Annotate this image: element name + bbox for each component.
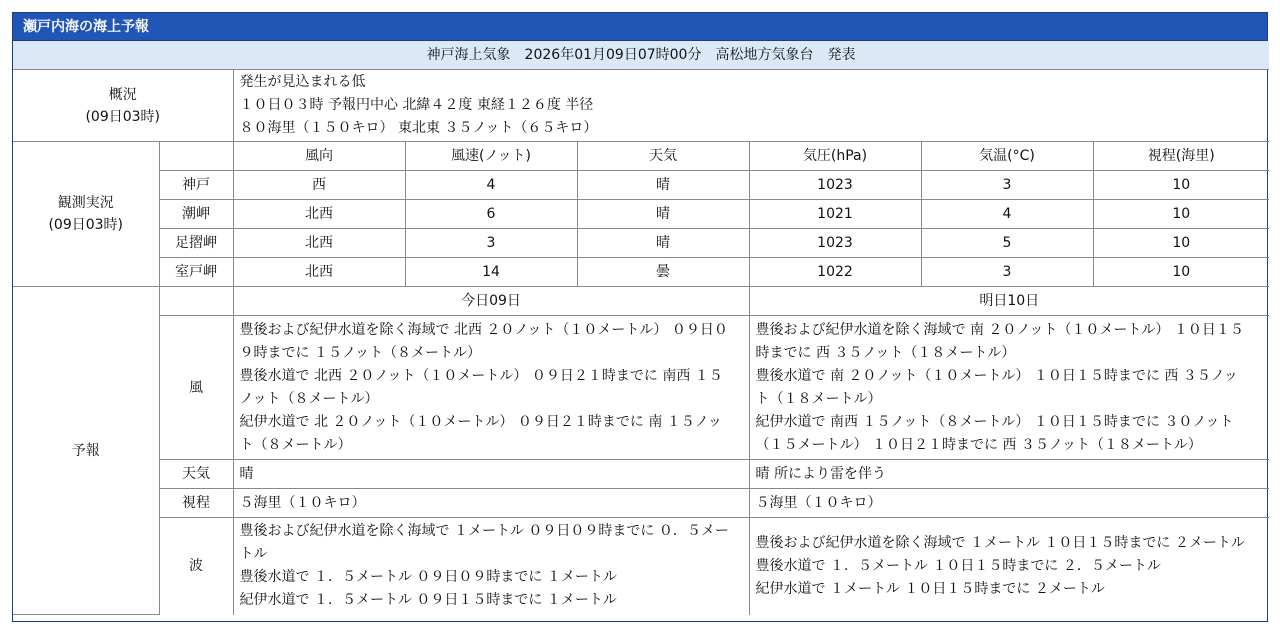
obs-cell: 1022: [749, 258, 921, 287]
wave-line: 紀伊水道で １．５メートル ０９日１５時までに １メートル: [239, 592, 617, 609]
obs-row-shionomisaki: [13, 200, 1269, 229]
obs-cell: 北西: [233, 200, 405, 229]
obs-col-wind-speed: 風速(ノット): [405, 142, 577, 171]
wind-line: 時までに 西 ３５ノット（１８メートル）: [755, 344, 1016, 361]
forecast-wind-today: [233, 316, 749, 460]
wave-line: トル: [239, 546, 268, 563]
obs-cell: 北西: [233, 258, 405, 287]
obs-cell: 晴: [577, 229, 749, 258]
obs-cell: 10: [1093, 229, 1269, 258]
wave-line: 紀伊水道で １メートル １０日１５時までに ２メートル: [755, 580, 1105, 597]
obs-header-row: [13, 142, 1269, 171]
wave-line: 豊後水道で １．５メートル １０日１５時までに ２．５メートル: [755, 557, 1161, 574]
forecast-table: [13, 41, 1269, 615]
obs-label: [13, 142, 159, 287]
obs-cell: 1021: [749, 200, 921, 229]
forecast-today-header: 今日09日: [233, 287, 749, 316]
forecast-weather-today: 晴: [233, 460, 749, 489]
wind-line: 豊後および紀伊水道を除く海域で 北西 ２０ノット（１０メートル） ０９日０: [239, 321, 728, 338]
forecast-waves-label: 波: [159, 518, 233, 615]
issue-line: 神戸海上気象 2026年01月09日07時00分 高松地方気象台 発表: [13, 41, 1269, 70]
wind-line: 豊後および紀伊水道を除く海域で 南 ２０ノット（１０メートル） １０日１５: [755, 321, 1244, 338]
obs-cell: 晴: [577, 200, 749, 229]
obs-cell: 14: [405, 258, 577, 287]
forecast-wind-row: [13, 316, 1269, 460]
obs-cell: 1023: [749, 229, 921, 258]
forecast-wind-label: 風: [159, 316, 233, 460]
obs-cell: 西: [233, 171, 405, 200]
forecast-weather-label: 天気: [159, 460, 233, 489]
obs-station: 神戸: [159, 171, 233, 200]
obs-row-kobe: [13, 171, 1269, 200]
gaikyo-label-time: (09日03時): [85, 108, 161, 125]
obs-cell: 3: [921, 171, 1093, 200]
wind-line: 豊後水道で 北西 ２０ノット（１０メートル） ０９日２１時までに 南西 １５: [239, 367, 723, 384]
obs-station-header: [159, 142, 233, 171]
forecast-tomorrow-header: 明日10日: [749, 287, 1269, 316]
wave-line: 豊後および紀伊水道を除く海域で １メートル １０日１５時までに ２メートル: [755, 534, 1245, 551]
obs-row-ashizurimisaki: [13, 229, 1269, 258]
obs-col-visibility: 視程(海里): [1093, 142, 1269, 171]
obs-col-wind-dir: 風向: [233, 142, 405, 171]
obs-cell: 4: [921, 200, 1093, 229]
obs-station: 室戸岬: [159, 258, 233, 287]
obs-station: 潮岬: [159, 200, 233, 229]
obs-cell: 6: [405, 200, 577, 229]
obs-cell: 3: [921, 258, 1093, 287]
forecast-wind-tomorrow: [749, 316, 1269, 460]
gaikyo-line: 発生が見込まれる低: [239, 74, 366, 90]
gaikyo-line: １０日０３時 予報円中心 北緯４２度 東経１２６度 半径: [239, 97, 594, 113]
gaikyo-row: [13, 70, 1269, 142]
obs-cell: 3: [405, 229, 577, 258]
wind-line: ノット（８メートル）: [239, 390, 379, 407]
wind-line: 豊後水道で 南 ２０ノット（１０メートル） １０日１５時までに 西 ３５ノッ: [755, 367, 1238, 384]
forecast-visibility-today: ５海里（１０キロ）: [233, 489, 749, 518]
wind-line: ト（１８メートル）: [755, 390, 882, 407]
wind-line: ト（８メートル）: [239, 436, 352, 453]
gaikyo-label: [13, 70, 233, 142]
forecast-waves-tomorrow: [749, 518, 1269, 615]
obs-row-murotomisaki: [13, 258, 1269, 287]
forecast-waves-row: [13, 518, 1269, 615]
obs-col-weather: 天気: [577, 142, 749, 171]
wind-line: 紀伊水道で 北 ２０ノット（１０メートル） ０９日２１時までに 南 １５ノッ: [239, 413, 722, 430]
obs-cell: 5: [921, 229, 1093, 258]
wind-line: ９時までに １５ノット（８メートル）: [239, 344, 481, 361]
forecast-visibility-tomorrow: ５海里（１０キロ）: [749, 489, 1269, 518]
forecast-weather-row: [13, 460, 1269, 489]
forecast-label: 予報: [13, 287, 159, 615]
marine-forecast-panel: [12, 12, 1268, 622]
issue-row: [13, 41, 1269, 70]
gaikyo-label-title: 概況: [108, 86, 137, 103]
wave-line: 豊後水道で １．５メートル ０９日０９時までに １メートル: [239, 569, 617, 586]
obs-cell: 10: [1093, 200, 1269, 229]
obs-col-temperature: 気温(°C): [921, 142, 1093, 171]
wind-line: （１５メートル） １０日２１時までに 西 ３５ノット（１８メートル）: [755, 436, 1202, 453]
forecast-visibility-label: 視程: [159, 489, 233, 518]
obs-cell: 晴: [577, 171, 749, 200]
obs-label-time: (09日03時): [48, 217, 124, 233]
forecast-item-header: [159, 287, 233, 316]
forecast-waves-today: [233, 518, 749, 615]
gaikyo-line: ８０海里（１５０キロ） 東北東 ３５ノット（６５キロ）: [239, 120, 598, 136]
obs-cell: 1023: [749, 171, 921, 200]
panel-title: 瀬戸内海の海上予報: [13, 13, 1267, 41]
obs-cell: 4: [405, 171, 577, 200]
obs-cell: 曇: [577, 258, 749, 287]
obs-cell: 10: [1093, 258, 1269, 287]
obs-label-title: 観測実況: [57, 195, 114, 211]
gaikyo-text: [233, 70, 1269, 142]
forecast-header-row: [13, 287, 1269, 316]
obs-cell: 北西: [233, 229, 405, 258]
obs-station: 足摺岬: [159, 229, 233, 258]
forecast-weather-tomorrow: 晴 所により雷を伴う: [749, 460, 1269, 489]
obs-col-pressure: 気圧(hPa): [749, 142, 921, 171]
wave-line: 豊後および紀伊水道を除く海域で １メートル ０９日０９時までに ０．５メー: [239, 523, 729, 540]
wind-line: 紀伊水道で 南西 １５ノット（８メートル） １０日１５時までに ３０ノット: [755, 413, 1234, 430]
obs-cell: 10: [1093, 171, 1269, 200]
forecast-visibility-row: [13, 489, 1269, 518]
